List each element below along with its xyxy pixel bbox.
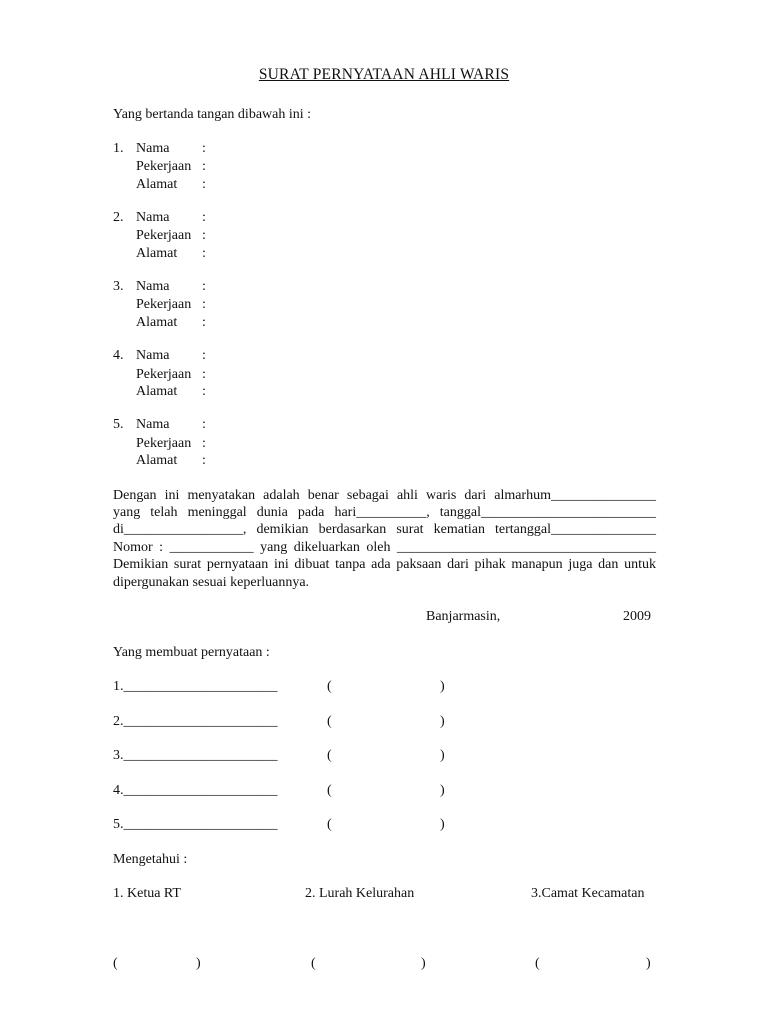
- statement-line-2: yang telah meninggal dunia pada hari__________, tanggal_________________________: [113, 505, 656, 520]
- colon: :: [202, 297, 206, 312]
- signature-line: 3.______________________: [113, 748, 278, 763]
- open-paren: (: [535, 956, 540, 971]
- colon: :: [202, 159, 206, 174]
- alamat-label: Alamat: [136, 453, 178, 468]
- acknowledge-label: Mengetahui :: [113, 852, 188, 867]
- official-title-lurah: 2. Lurah Kelurahan: [305, 886, 415, 901]
- colon: :: [202, 279, 206, 294]
- close-paren: ): [646, 956, 651, 971]
- person-number: 4.: [113, 348, 124, 363]
- person-number: 5.: [113, 417, 124, 432]
- person-number: 2.: [113, 210, 124, 225]
- statement-line-3: di_________________, demikian berdasarkan surat kematian tertanggal_______________: [113, 522, 656, 537]
- nama-label: Nama: [136, 279, 170, 294]
- colon: :: [202, 141, 206, 156]
- open-paren: (: [327, 748, 332, 763]
- close-paren: ): [440, 679, 445, 694]
- nama-label: Nama: [136, 417, 170, 432]
- open-paren: (: [311, 956, 316, 971]
- colon: :: [202, 384, 206, 399]
- official-title-camat: 3.Camat Kecamatan: [531, 886, 645, 901]
- signature-line: 2.______________________: [113, 714, 278, 729]
- statement-line-1: Dengan ini menyatakan adalah benar sebagai ahli waris dari almarhum_______________: [113, 488, 656, 503]
- colon: :: [202, 367, 206, 382]
- signature-line: 1.______________________: [113, 679, 278, 694]
- alamat-label: Alamat: [136, 246, 178, 261]
- alamat-label: Alamat: [136, 177, 178, 192]
- pekerjaan-label: Pekerjaan: [136, 297, 192, 312]
- signature-line: 4.______________________: [113, 783, 278, 798]
- colon: :: [202, 453, 206, 468]
- nama-label: Nama: [136, 210, 170, 225]
- close-paren: ): [440, 748, 445, 763]
- signature-line: 5.______________________: [113, 817, 278, 832]
- nama-label: Nama: [136, 348, 170, 363]
- colon: :: [202, 177, 206, 192]
- close-paren: ): [440, 783, 445, 798]
- colon: :: [202, 417, 206, 432]
- pekerjaan-label: Pekerjaan: [136, 436, 192, 451]
- close-paren: ): [421, 956, 426, 971]
- open-paren: (: [327, 817, 332, 832]
- pekerjaan-label: Pekerjaan: [136, 367, 192, 382]
- colon: :: [202, 315, 206, 330]
- alamat-label: Alamat: [136, 384, 178, 399]
- pekerjaan-label: Pekerjaan: [136, 228, 192, 243]
- open-paren: (: [327, 714, 332, 729]
- official-title-rt: 1. Ketua RT: [113, 886, 181, 901]
- person-number: 3.: [113, 279, 124, 294]
- intro-text: Yang bertanda tangan dibawah ini :: [113, 107, 312, 122]
- colon: :: [202, 436, 206, 451]
- colon: :: [202, 246, 206, 261]
- signing-year: 2009: [623, 609, 651, 624]
- document-title: SURAT PERNYATAAN AHLI WARIS: [258, 66, 510, 83]
- colon: :: [202, 228, 206, 243]
- person-number: 1.: [113, 141, 124, 156]
- alamat-label: Alamat: [136, 315, 178, 330]
- pekerjaan-label: Pekerjaan: [136, 159, 192, 174]
- open-paren: (: [327, 783, 332, 798]
- statement-closing: Demikian surat pernyataan ini dibuat tanpa ada paksaan dari pihak manapun juga dan untuk dipergunakan sesuai keperluannya.: [113, 557, 656, 590]
- open-paren: (: [113, 956, 118, 971]
- signers-label: Yang membuat pernyataan :: [113, 645, 270, 660]
- statement-line-4: Nomor : ____________ yang dikeluarkan oleh _____________________________________: [113, 540, 656, 555]
- signing-place: Banjarmasin,: [426, 609, 501, 624]
- open-paren: (: [327, 679, 332, 694]
- colon: :: [202, 348, 206, 363]
- colon: :: [202, 210, 206, 225]
- nama-label: Nama: [136, 141, 170, 156]
- close-paren: ): [196, 956, 201, 971]
- close-paren: ): [440, 817, 445, 832]
- close-paren: ): [440, 714, 445, 729]
